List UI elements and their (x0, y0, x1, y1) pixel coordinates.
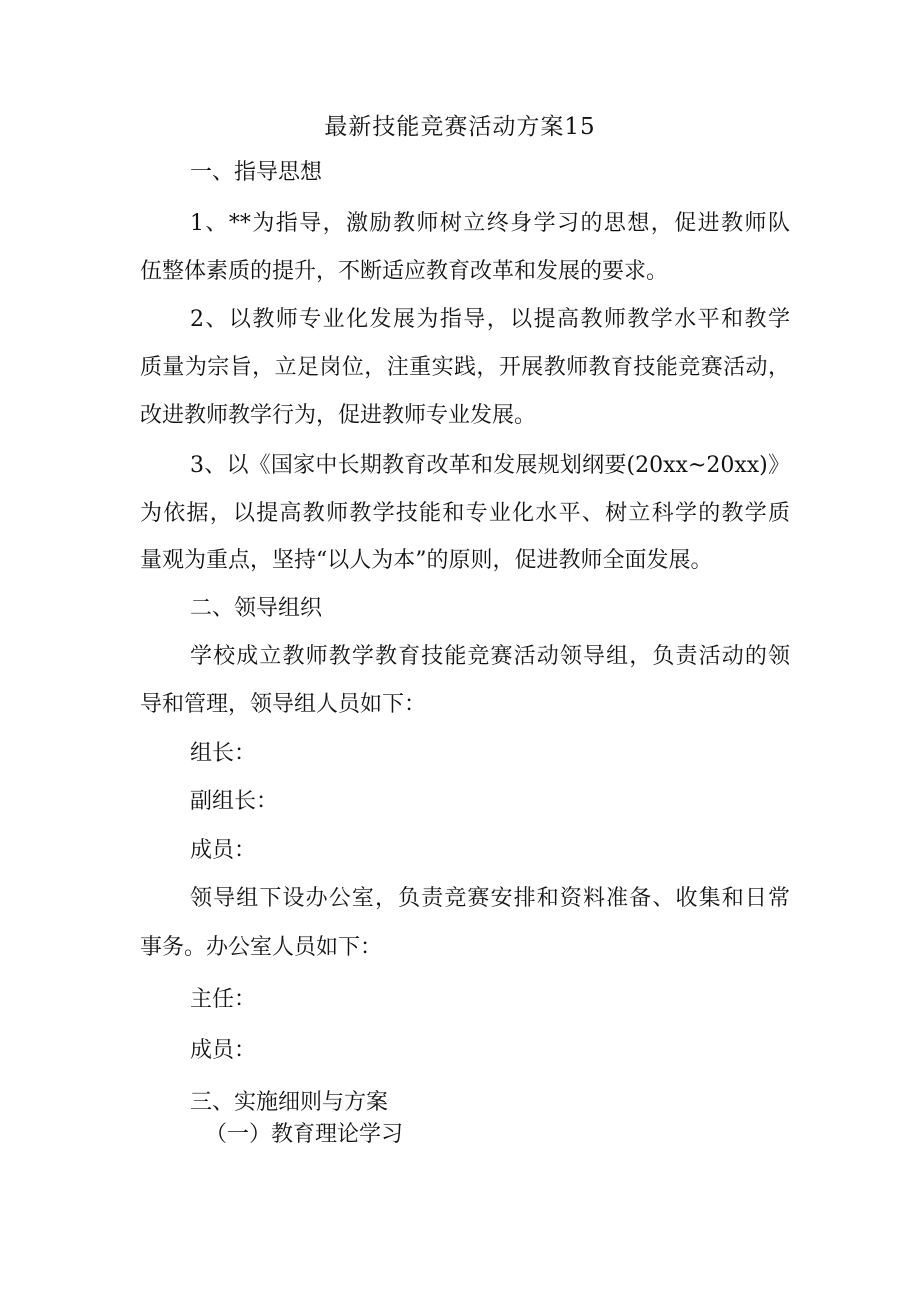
paragraph-3-line-3: 量观为重点，坚持“以人为本”的原则，促进教师全面发展。 (140, 548, 713, 573)
leader-label: 组长： (190, 741, 257, 766)
paragraph-2-line-2: 质量为宗旨，立足岗位，注重实践，开展教师教育技能竞赛活动， (140, 355, 790, 380)
paragraph-5-line-2: 事务。办公室人员如下： (140, 935, 383, 960)
section-heading-implementation: 三、实施细则与方案 (190, 1090, 389, 1115)
director-label: 主任： (190, 987, 257, 1012)
vice-leader-label: 副组长： (190, 789, 279, 814)
section-heading-guiding-ideology: 一、指导思想 (190, 160, 323, 185)
paragraph-4-line-1: 学校成立教师教学教育技能竞赛活动领导组，负责活动的领 (190, 644, 790, 669)
paragraph-1-line-2: 伍整体素质的提升，不断适应教育改革和发展的要求。 (140, 259, 669, 284)
paragraph-2-line-3: 改进教师教学行为，促进教师专业发展。 (140, 403, 537, 428)
paragraph-3-line-1: 3、以《国家中长期教育改革和发展规划纲要(20xx~20xx)》 (190, 453, 790, 478)
paragraph-3-line-2: 为依据，以提高教师教学技能和专业化水平、树立科学的教学质 (140, 501, 790, 526)
paragraph-1-line-1: 1、**为指导，激励教师树立终身学习的思想，促进教师队 (190, 211, 790, 236)
paragraph-5-line-1: 领导组下设办公室，负责竞赛安排和资料准备、收集和日常 (190, 886, 790, 911)
member-label-2: 成员： (190, 1038, 257, 1063)
paragraph-2-line-1: 2、以教师专业化发展为指导，以提高教师教学水平和教学 (190, 307, 790, 332)
document-title: 最新技能竞赛活动方案15 (324, 114, 596, 140)
paragraph-4-line-2: 导和管理，领导组人员如下： (140, 692, 427, 717)
section-heading-leadership: 二、领导组织 (190, 596, 323, 621)
member-label-1: 成员： (190, 838, 257, 863)
subsection-heading-theory-study: （一）教育理论学习 (205, 1122, 404, 1147)
